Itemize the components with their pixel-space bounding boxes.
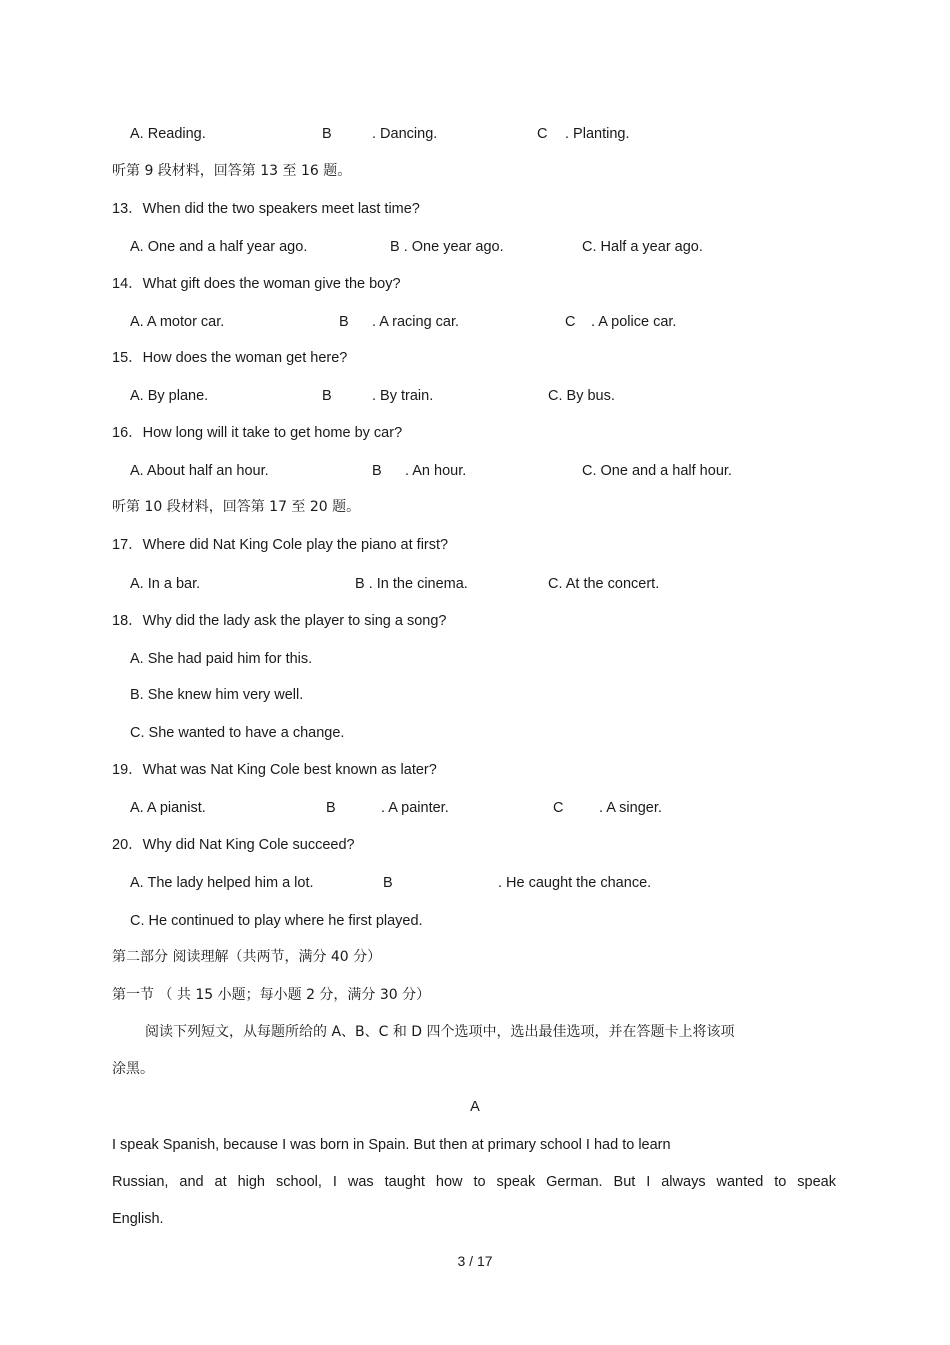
q19-option-b-letter: B: [326, 800, 336, 816]
q17-option-c: C. At the concert.: [548, 576, 660, 592]
q18-question: 18．Why did the lady ask the player to sing a song?: [112, 613, 447, 629]
q20-option-b-letter: B: [383, 875, 393, 891]
q19-question: 19．What was Nat King Cole best known as later?: [112, 762, 437, 778]
q15-option-a: A. By plane.: [130, 388, 209, 404]
q14-question: 14．What gift does the woman give the boy?: [112, 276, 401, 292]
q15-option-c: C. By bus.: [548, 388, 615, 404]
q13-option-a: A. One and a half year ago.: [130, 239, 308, 255]
section1-header: 第一节 （ 共 15 小题；每小题 2 分，满分 30 分）: [112, 987, 431, 1003]
q13-option-c: C. Half a year ago.: [582, 239, 703, 255]
passage-line-3: English.: [112, 1211, 164, 1227]
passage-label: A: [470, 1099, 480, 1115]
instructions-line2: 涂黑。: [112, 1061, 154, 1077]
q14-option-b: . A racing car.: [372, 314, 460, 330]
q14-option-c-letter: C: [565, 314, 576, 330]
q16-question: 16．How long will it take to get home by car?: [112, 425, 403, 441]
q20-question: 20．Why did Nat King Cole succeed?: [112, 837, 355, 853]
q18-option-c: C. She wanted to have a change.: [130, 725, 345, 741]
passage-line-1: I speak Spanish, because I was born in Spain. But then at primary school I had to learn: [112, 1137, 671, 1153]
part2-header: 第二部分 阅读理解（共两节，满分 40 分）: [112, 949, 382, 965]
section10-header: 听第 10 段材料，回答第 17 至 20 题。: [112, 499, 361, 515]
q15-option-b-letter: B: [322, 388, 332, 404]
q16-option-c: C. One and a half hour.: [582, 463, 732, 479]
q17-option-a: A. In a bar.: [130, 576, 201, 592]
q12-option-c-letter: C: [537, 126, 548, 142]
q16-option-a: A. About half an hour.: [130, 463, 269, 479]
q12-option-a: A. Reading.: [130, 126, 206, 142]
q12-option-b-letter: B: [322, 126, 332, 142]
q19-option-c: . A singer.: [599, 800, 662, 816]
q18-option-b: B. She knew him very well.: [130, 687, 304, 703]
section9-header: 听第 9 段材料，回答第 13 至 16 题。: [112, 163, 352, 179]
q17-option-b: B . In the cinema.: [355, 576, 468, 592]
instructions-line1: 阅读下列短文，从每题所给的 A、B、C 和 D 四个选项中，选出最佳选项，并在答题卡上将该项: [145, 1024, 735, 1040]
q16-option-b-letter: B: [372, 463, 382, 479]
q14-option-b-letter: B: [339, 314, 349, 330]
q14-option-a: A. A motor car.: [130, 314, 225, 330]
q12-option-c: . Planting.: [565, 126, 630, 142]
q19-option-b: . A painter.: [381, 800, 449, 816]
passage-line-2: Russian, and at high school, I was taught how to speak German. But I always wanted to speak: [112, 1174, 836, 1190]
q19-option-c-letter: C: [553, 800, 564, 816]
q18-option-a: A. She had paid him for this.: [130, 651, 313, 667]
q14-option-c: . A police car.: [591, 314, 677, 330]
q17-question: 17．Where did Nat King Cole play the piano at first?: [112, 537, 449, 553]
q13-question: 13．When did the two speakers meet last time?: [112, 201, 420, 217]
q19-option-a: A. A pianist.: [130, 800, 206, 816]
q16-option-b: . An hour.: [405, 463, 467, 479]
q12-option-b: . Dancing.: [372, 126, 438, 142]
q15-question: 15．How does the woman get here?: [112, 350, 348, 366]
q15-option-b: . By train.: [372, 388, 434, 404]
q13-option-b: B . One year ago.: [390, 239, 504, 255]
q20-option-b: . He caught the chance.: [498, 875, 652, 891]
page-number: 3 / 17: [457, 1253, 493, 1269]
q20-option-c: C. He continued to play where he first played.: [130, 913, 423, 929]
q20-option-a: A. The lady helped him a lot.: [130, 875, 314, 891]
